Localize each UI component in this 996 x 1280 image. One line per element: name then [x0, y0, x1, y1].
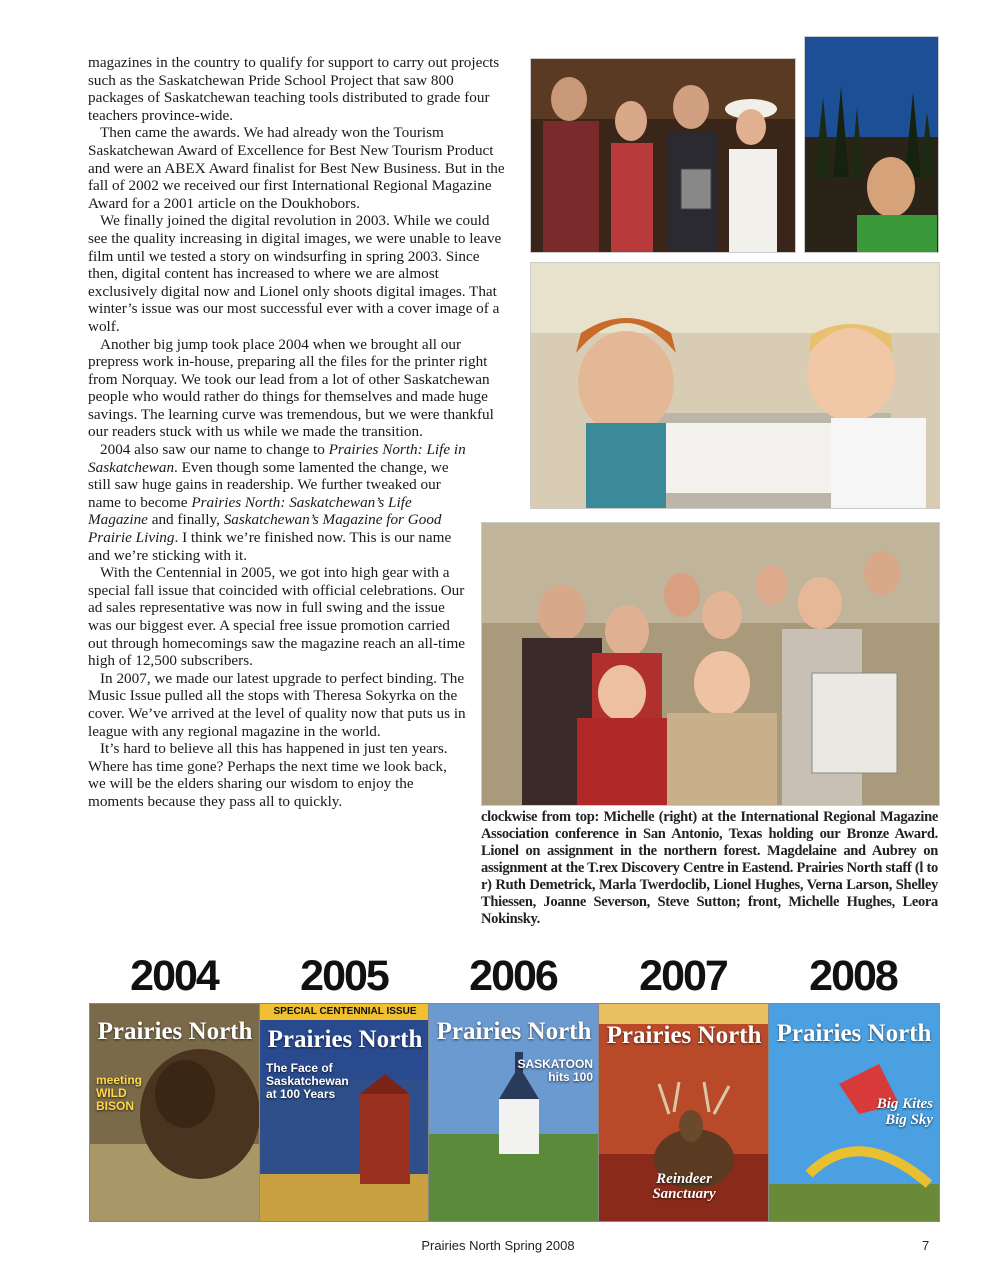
article-paragraph: magazines in the country to qualify for support to carry out projects such as the Saskatchewan Pride School Project that saw 800 packages of Saskatchewan teaching tools distributed to grade four teachers province-wide. — [88, 54, 500, 124]
cover-year-2007: 2007 — [639, 952, 727, 1000]
cover-headline: Big Kites Big Sky — [876, 1096, 933, 1128]
photo-caption: clockwise from top: Michelle (right) at the International Regional Magazine Association conference in San Antonio, Texas holding our Bronze Award. Lionel on assignment in the northern forest. Magdelaine and Aubrey on assignment at the T.rex Discovery Centre in Eastend. Prairies North staff (l to r) Ruth Demetrick, Marla Twerdoclib, Lionel Hughes, Verna Larson, Shelley Thiessen, Joanne Severson, Steve Sutton; front, Michelle Hughes, Leora Nokinsky. — [481, 809, 938, 927]
cover-title: Prairies North — [776, 1020, 932, 1047]
cover-headline: Reindeer Sanctuary — [652, 1171, 716, 1202]
cover-banner: SPECIAL CENTENNIAL ISSUE — [273, 1006, 417, 1017]
cover-title: Prairies North — [436, 1018, 592, 1045]
cover-year-2006: 2006 — [469, 952, 557, 1000]
article-paragraph: We finally joined the digital revolution in 2003. While we could see the quality increasing in digital images, we were unable to leave film until we tested a story on windsurfing in spring 2003. Since then, digital content has increased to where we are almost exclusively digital now and Lionel only shoots digital images. That winter’s issue was our most successful ever with a cover image of a wolf. — [88, 212, 502, 335]
article-paragraph: With the Centennial in 2005, we got into high gear with a special fall issue that coincided with official celebrations. Our ad sales representative was now in full swing and the issue was our biggest ever. A special free issue promotion carried out through homecomings saw the magazine reach an all-time high of 12,500 subscribers. — [88, 564, 466, 670]
photo-kids-dig-site — [530, 262, 940, 509]
article-paragraph: Another big jump took place 2004 when we brought all our prepress work in-house, preparing all the files for the printer right from Norquay. We took our lead from a lot of other Saskatchewan people who would rather do things for themselves and made huge savings. The learning curve was tremendous, but we were thankful our readers stuck with us while we made the transition. — [88, 335, 494, 441]
cover-title: Prairies North — [97, 1018, 253, 1045]
article-paragraph: 2004 also saw our name to change to Prairies North: Life in Saskatchewan. Even though some lamented the change, we still saw huge gains in readership. We further tweaked our name to become Prairies North: Saskatchewan’s Life Magazine and finally, Saskatchewan’s Magazine for Good Prairie Living. I think we’re finished now. This is our name and we’re sticking with it. — [88, 441, 466, 564]
magazine-cover-2007 — [598, 1003, 770, 1222]
magazine-cover-2005 — [259, 1003, 431, 1222]
cover-year-2004: 2004 — [130, 952, 218, 1000]
photo-northern-forest — [804, 36, 939, 253]
cover-title: Prairies North — [267, 1026, 423, 1053]
article-paragraph: Then came the awards. We had already won the Tourism Saskatchewan Award of Excellence for Best New Tourism Product and were an ABEX Award finalist for Best New Business. But in the fall of 2002 we received our first International Regional Magazine Award for a 2001 article on the Doukhobors. — [88, 124, 505, 212]
article-body — [88, 54, 508, 811]
cover-title: Prairies North — [606, 1022, 762, 1049]
photo-staff-group — [481, 522, 940, 806]
page-number: 7 — [922, 1238, 930, 1253]
magazine-cover-2004 — [89, 1003, 261, 1222]
magazine-cover-2008 — [768, 1003, 940, 1222]
article-paragraph: In 2007, we made our latest upgrade to perfect binding. The Music Issue pulled all the stops with Theresa Sokyrka on the cover. We’ve arrived at the level of quality now that puts us in league with any regional magazine in the world. — [88, 669, 466, 740]
cover-headline: SASKATOON hits 100 — [517, 1057, 593, 1084]
cover-year-2008: 2008 — [809, 952, 897, 1000]
cover-year-2005: 2005 — [300, 952, 388, 1000]
article-paragraph: It’s hard to believe all this has happened in just ten years. Where has time gone? Perhaps the next time we look back, we will be the elders sharing our wisdom to enjoy the moments because they pass all to quickly. — [88, 740, 448, 810]
photo-award-ceremony — [530, 58, 796, 253]
cover-headline: meeting WILD BISON — [96, 1073, 143, 1113]
cover-headline: The Face of Saskatchewan at 100 Years — [266, 1061, 349, 1101]
magazine-cover-2006 — [428, 1003, 600, 1222]
page-footer: Prairies North Spring 2008 — [421, 1238, 575, 1253]
